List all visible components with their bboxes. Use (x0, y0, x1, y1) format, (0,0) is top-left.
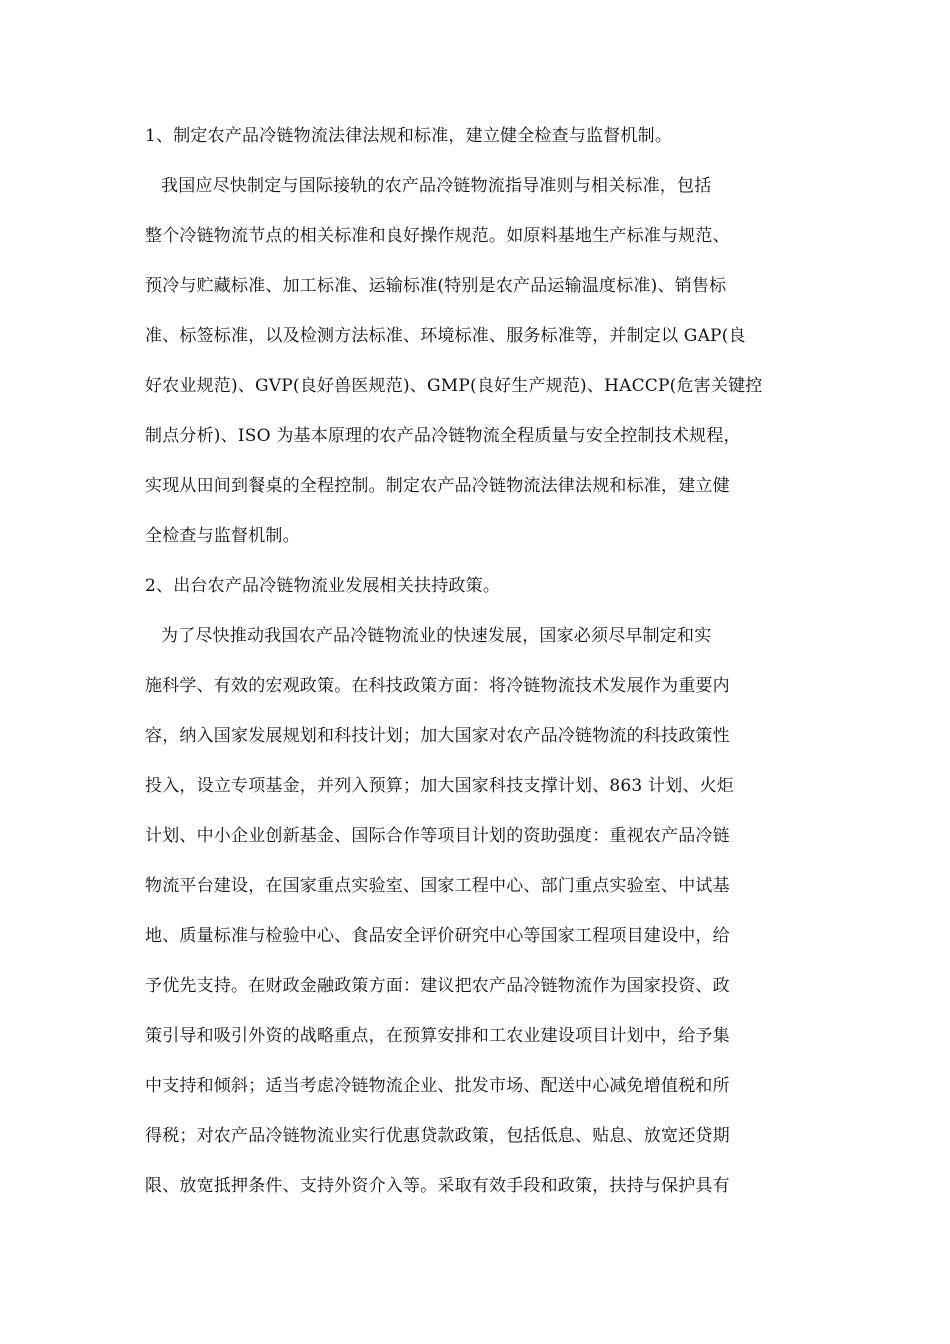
section-2-heading: 2、出台农产品冷链物流业发展相关扶持政策。 (145, 576, 501, 596)
section-2-line: 地、质量标准与检验中心、食品安全评价研究中心等国家工程项目建设中，给 (145, 926, 730, 946)
section-2-line: 投入，设立专项基金，并列入预算；加大国家科技支撑计划、863 计划、火炬 (145, 776, 735, 796)
section-1-line: 预冷与贮藏标准、加工标准、运输标准(特别是农产品运输温度标准)、销售标 (145, 276, 727, 296)
section-1-line: 我国应尽快制定与国际接轨的农产品冷链物流指导准则与相关标准，包括 (161, 176, 712, 196)
section-2-line: 物流平台建设，在国家重点实验室、国家工程中心、部门重点实验室、中试基 (145, 876, 730, 896)
section-2-line: 容，纳入国家发展规划和科技计划；加大国家对农产品冷链物流的科技政策性 (145, 726, 730, 746)
section-2-line: 予优先支持。在财政金融政策方面：建议把农产品冷链物流作为国家投资、政 (145, 976, 730, 996)
section-2-line: 为了尽快推动我国农产品冷链物流业的快速发展，国家必须尽早制定和实 (161, 626, 712, 646)
section-1-line: 整个冷链物流节点的相关标准和良好操作规范。如原料基地生产标准与规范、 (145, 226, 730, 246)
section-1-line: 制点分析)、ISO 为基本原理的农产品冷链物流全程质量与安全控制技术规程， (145, 426, 741, 446)
section-1-line: 实现从田间到餐桌的全程控制。制定农产品冷链物流法律法规和标准，建立健 (145, 476, 730, 496)
section-2-line: 施科学、有效的宏观政策。在科技政策方面：将冷链物流技术发展作为重要内 (145, 676, 730, 696)
section-1-line: 准、标签标准，以及检测方法标准、环境标准、服务标准等，并制定以 GAP(良 (145, 326, 746, 346)
section-1-line: 好农业规范)、GVP(良好兽医规范)、GMP(良好生产规范)、HACCP(危害关键控 (145, 376, 763, 396)
section-2-line: 计划、中小企业创新基金、国际合作等项目计划的资助强度：重视农产品冷链 (145, 826, 730, 846)
section-2-line: 限、放宽抵押条件、支持外资介入等。采取有效手段和政策，扶持与保护具有 (145, 1176, 730, 1196)
section-2-line: 中支持和倾斜；适当考虑冷链物流企业、批发市场、配送中心减免增值税和所 (145, 1076, 730, 1096)
section-2-line: 策引导和吸引外资的战略重点，在预算安排和工农业建设项目计划中，给予集 (145, 1026, 730, 1046)
section-2-line: 得税；对农产品冷链物流业实行优惠贷款政策，包括低息、贴息、放宽还贷期 (145, 1126, 730, 1146)
section-1-heading: 1、制定农产品冷链物流法律法规和标准，建立健全检查与监督机制。 (145, 126, 673, 146)
section-1-line: 全检查与监督机制。 (145, 526, 300, 546)
